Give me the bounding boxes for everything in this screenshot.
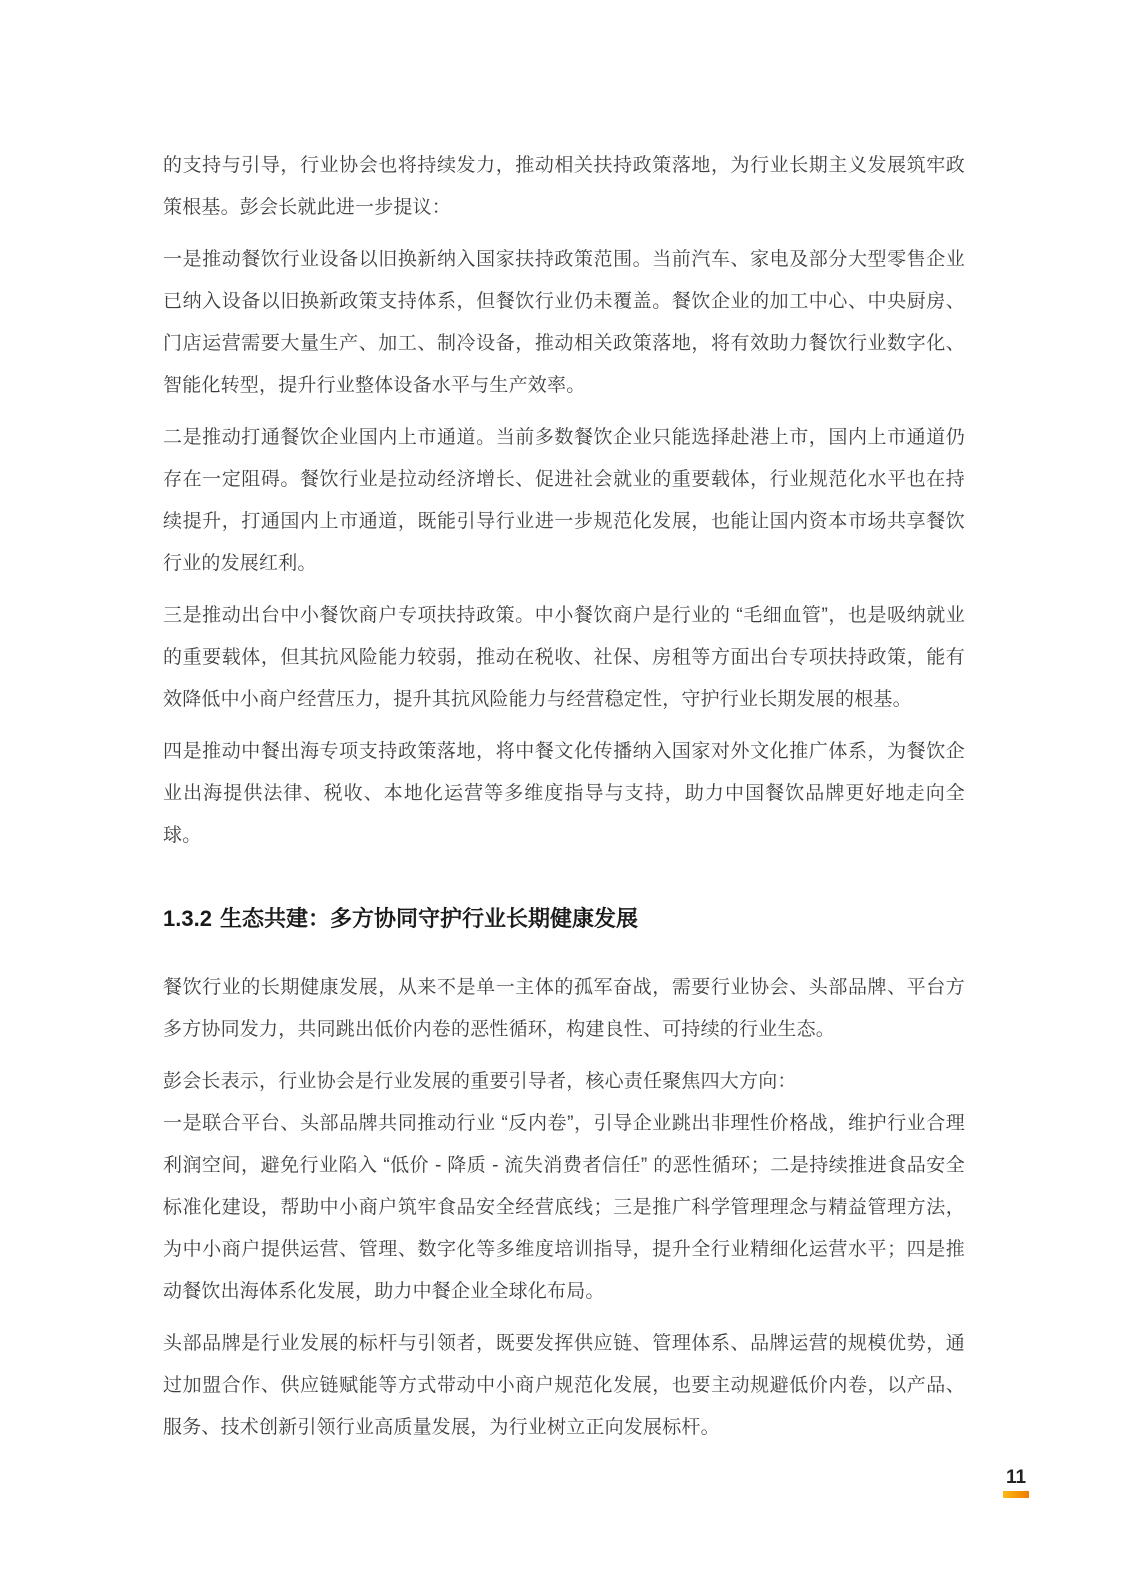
section-title: 生态共建：多方协同守护行业长期健康发展 xyxy=(219,906,638,931)
section-paragraph-2: 彭会长表示，行业协会是行业发展的重要引导者，核心责任聚焦四大方向： xyxy=(163,1071,797,1092)
section-number: 1.3.2 xyxy=(163,906,212,931)
page-number-accent-bar xyxy=(1003,1491,1029,1498)
proposal-paragraph-2: 二是推动打通餐饮企业国内上市通道。当前多数餐饮企业只能选择赴港上市，国内上市通道仍存在一定阻碍。餐饮行业是拉动经济增长、促进社会就业的重要载体，行业规范化水平也在持续提升，打通国内上市通道，既能引导行业进一步规范化发展，也能让国内资本市场共享餐饮行业的发展红利。 xyxy=(163,427,965,574)
page-footer xyxy=(1000,1466,1032,1498)
proposal-paragraph-1: 一是推动餐饮行业设备以旧换新纳入国家扶持政策范围。当前汽车、家电及部分大型零售企业已纳入设备以旧换新政策支持体系，但餐饮行业仍未覆盖。餐饮企业的加工中心、中央厨房、门店运营需要大量生产、加工、制冷设备，推动相关政策落地，将有效助力餐饮行业数字化、智能化转型，提升行业整体设备水平与生产效率。 xyxy=(163,249,965,396)
section-paragraph-4: 头部品牌是行业发展的标杆与引领者，既要发挥供应链、管理体系、品牌运营的规模优势，通过加盟合作、供应链赋能等方式带动中小商户规范化发展，也要主动规避低价内卷，以产品、服务、技术创新引领行业高质量发展，为行业树立正向发展标杆。 xyxy=(163,1333,965,1438)
proposal-paragraph-4: 四是推动中餐出海专项支持政策落地，将中餐文化传播纳入国家对外文化推广体系，为餐饮企业出海提供法律、税收、本地化运营等多维度指导与支持，助力中国餐饮品牌更好地走向全球。 xyxy=(163,741,965,846)
page-number: 11 xyxy=(1005,1467,1027,1488)
section-paragraph-3: 一是联合平台、头部品牌共同推动行业 “反内卷”，引导企业跳出非理性价格战，维护行业合理利润空间，避免行业陷入 “低价 - 降质 - 流失消费者信任” 的恶性循环；二是持续推进食品安全标准化建设，帮助中小商户筑牢食品安全经营底线；三是推广科学管理理念与精益管理方法，为中小商户提供运营、管理、数字化等多维度培训指导，提升全行业精细化运营水平；四是推动餐饮出海体系化发展，助力中餐企业全球化布局。 xyxy=(163,1113,965,1302)
proposal-paragraph-3: 三是推动出台中小餐饮商户专项扶持政策。中小餐饮商户是行业的 “毛细血管”，也是吸纳就业的重要载体，但其抗风险能力较弱，推动在税收、社保、房租等方面出台专项扶持政策，能有效降低中小商户经营压力，提升其抗风险能力与经营稳定性，守护行业长期发展的根基。 xyxy=(163,605,965,710)
section-paragraph-1: 餐饮行业的长期健康发展，从来不是单一主体的孤军奋战，需要行业协会、头部品牌、平台方多方协同发力，共同跳出低价内卷的恶性循环，构建良性、可持续的行业生态。 xyxy=(163,977,965,1040)
page-content xyxy=(163,145,965,1459)
section-heading xyxy=(163,903,965,935)
intro-paragraph: 的支持与引导，行业协会也将持续发力，推动相关扶持政策落地，为行业长期主义发展筑牢政策根基。彭会长就此进一步提议： xyxy=(163,155,965,218)
